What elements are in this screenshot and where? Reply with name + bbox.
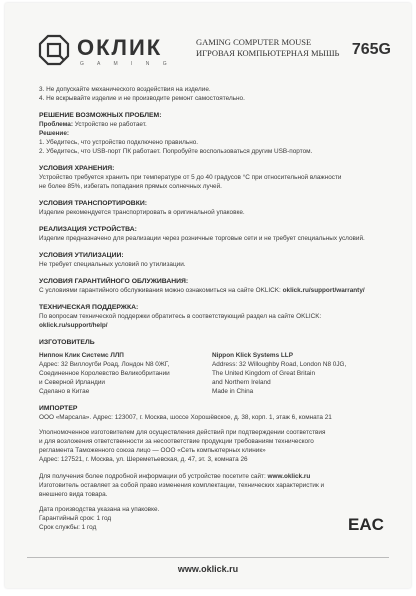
authorized-line: Адрес: 127521, г. Москва, ул. Шереметьевская, д. 47, эт. 3, комната 26 bbox=[39, 456, 248, 463]
title-en: GAMING COMPUTER MOUSE bbox=[196, 37, 312, 47]
info-line: Изготовитель оставляет за собой право изменения комплектации, технических характеристик и bbox=[39, 482, 325, 489]
warranty-link[interactable]: oklick.ru/support/warranty/ bbox=[282, 287, 365, 294]
troubleshooting-heading: РЕШЕНИЕ ВОЗМОЖНЫХ ПРОБЛЕМ: bbox=[39, 112, 162, 119]
manufacturer-name: Nippon Klick Systems LLP bbox=[212, 352, 293, 359]
problem-label: Проблема: bbox=[39, 121, 73, 128]
sale-heading: РЕАЛИЗАЦИЯ УСТРОЙСТВА: bbox=[39, 226, 137, 233]
warranty-period: Гарантийный срок: 1 год bbox=[39, 515, 112, 522]
manufacturer-line: Соединенное Королевство Великобритании bbox=[39, 370, 170, 377]
transport-heading: УСЛОВИЯ ТРАНСПОРТИРОВКИ: bbox=[39, 200, 147, 207]
info-block bbox=[39, 472, 381, 499]
title-ru: ИГРОВАЯ КОМПЬЮТЕРНАЯ МЫШЬ bbox=[196, 48, 340, 58]
authorized-person bbox=[39, 428, 381, 464]
eac-mark-icon bbox=[348, 510, 384, 536]
dates-block bbox=[39, 505, 381, 532]
storage-text: не более 85%, избегать попадания прямых солнечных лучей. bbox=[39, 183, 222, 190]
manufacturer-columns bbox=[39, 351, 381, 396]
disposal-heading: УСЛОВИЯ УТИЛИЗАЦИИ: bbox=[39, 252, 124, 259]
solution-label: Решение: bbox=[39, 130, 70, 137]
brand-subtitle: G A M I N G bbox=[80, 61, 173, 67]
warranty-heading: УСЛОВИЯ ГАРАНТИЙНОГО ОБЛУЖИВАНИЯ: bbox=[39, 278, 189, 285]
manufacturer-line: Сделано в Китае bbox=[39, 388, 90, 395]
manufacturer-line: Address: 32 Willoughby Road, London N8 0JG, bbox=[212, 361, 347, 368]
authorized-line: и для возложения ответственности за несоответствие продукции требованиям технического bbox=[39, 438, 314, 445]
support-heading: ТЕХНИЧЕСКАЯ ПОДДЕРЖКА: bbox=[39, 304, 139, 311]
importer-heading: ИМПОРТЕР bbox=[39, 405, 78, 412]
support-link[interactable]: oklick.ru/support/help/ bbox=[39, 322, 108, 329]
intro-line: 3. Не допускайте механического воздействия на изделие. bbox=[39, 86, 211, 93]
service-life: Срок службы: 1 год bbox=[39, 524, 97, 531]
manufacturer-en bbox=[212, 351, 381, 396]
warranty-line bbox=[39, 286, 381, 295]
eac-mark-text: EAC bbox=[348, 515, 384, 534]
manufacturer-ru bbox=[39, 351, 208, 396]
problem-line bbox=[39, 120, 381, 129]
model-number: 765G bbox=[351, 41, 391, 58]
storage-heading: УСЛОВИЯ ХРАНЕНИЯ: bbox=[39, 165, 115, 172]
manual-page bbox=[5, 3, 411, 588]
manufacturer-name: Ниппон Клик Системс ЛЛП bbox=[39, 352, 124, 359]
warranty-text: С условиями гарантийного обслуживания можно ознакомиться на сайте OKLICK: bbox=[39, 287, 283, 294]
manufacturer-line: и Северной Ирландии bbox=[39, 379, 105, 386]
info-line bbox=[39, 472, 381, 481]
storage-text: Устройство требуется хранить при температуре от 5 до 40 градусов °С при относительной влажности bbox=[39, 174, 342, 181]
production-date: Дата производства указана на упаковке. bbox=[39, 506, 160, 513]
footer-divider bbox=[27, 557, 389, 558]
authorized-line: регламента Таможенного союза лицо — ООО «Сеть компьютерных клиник» bbox=[39, 447, 266, 454]
footer-url[interactable]: www.oklick.ru bbox=[177, 564, 239, 574]
authorized-line: Уполномоченное изготовителем для осуществления действий при подтверждении соответствия bbox=[39, 429, 326, 436]
info-text: Для получения более подробной информации об устройстве посетите сайт: bbox=[39, 473, 268, 480]
sale-text: Изделие предназначено для реализации через розничные торговые сети и не требует специальных условий. bbox=[39, 235, 365, 242]
intro-line: 4. Не вскрывайте изделие и не производите ремонт самостоятельно. bbox=[39, 95, 245, 102]
product-title bbox=[196, 37, 391, 59]
manufacturer-line: and Northern Ireland bbox=[212, 379, 271, 386]
disposal-text: Не требует специальных условий по утилизации. bbox=[39, 261, 186, 268]
header bbox=[39, 33, 391, 73]
manual-body bbox=[39, 85, 381, 532]
manufacturer-heading: ИЗГОТОВИТЕЛЬ bbox=[39, 339, 95, 346]
importer-text: ООО «Марсала». Адрес: 123007, г. Москва, шоссе Хорошёвское, д. 38, корп. 1, этаж 6, комната 21 bbox=[39, 414, 332, 421]
solution-step: 2. Убедитесь, что USB-порт ПК работает. Попробуйте воспользоваться другим USB-портом. bbox=[39, 148, 313, 155]
transport-text: Изделие рекомендуется транспортировать в оригинальной упаковке. bbox=[39, 209, 245, 216]
info-line: внешнего вида товара. bbox=[39, 491, 108, 498]
support-text: По вопросам технической поддержки обратитесь в соответствующий раздел на сайте OKLICK: bbox=[39, 313, 322, 320]
info-link[interactable]: www.oklick.ru bbox=[267, 473, 311, 480]
manufacturer-line: Адрес: 32 Виллоугби Роад, Лондон N8 0ЖГ, bbox=[39, 361, 170, 368]
solution-step: 1. Убедитесь, что устройство подключено правильно. bbox=[39, 139, 199, 146]
manufacturer-line: The United Kingdom of Great Britain bbox=[212, 370, 316, 377]
manufacturer-line: Made in China bbox=[212, 388, 254, 395]
oklick-logo-icon bbox=[39, 35, 69, 65]
brand-name: ОКЛИК bbox=[77, 35, 163, 60]
problem-text: Устройство не работает. bbox=[72, 121, 147, 128]
